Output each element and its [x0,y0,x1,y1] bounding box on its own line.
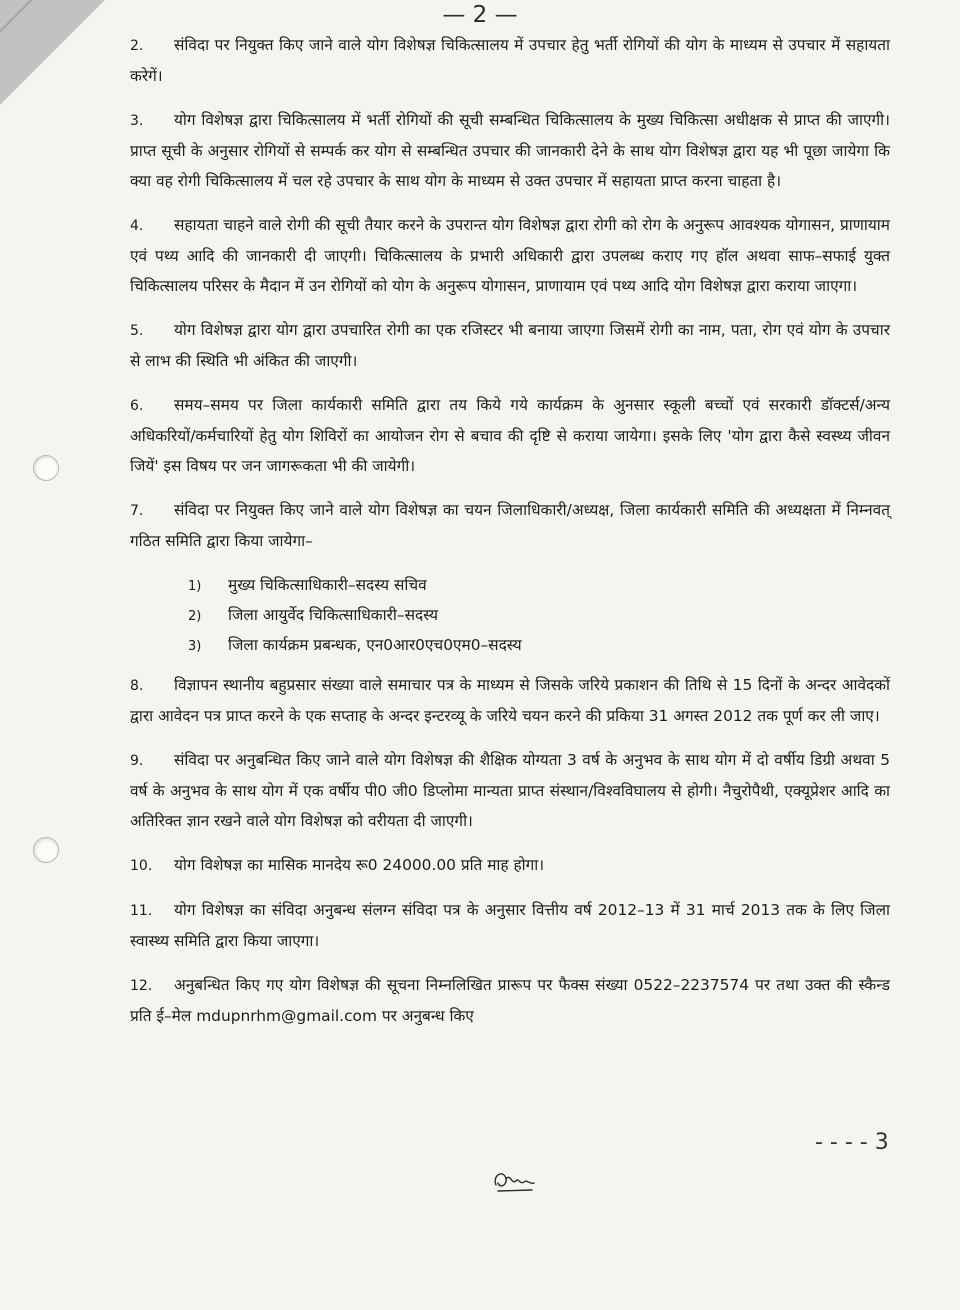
punch-hole [33,455,59,481]
paragraph [130,495,890,556]
continuation-marker: - - - - 3 [815,1130,889,1155]
paragraph-number: 10. [130,858,153,874]
paragraph [130,210,890,301]
paragraph-number: 4. [130,218,144,234]
document-body [130,30,890,1045]
list-number: 1) [188,579,202,594]
paragraph-text: विज्ञापन स्थानीय बहुप्रसार संख्या वाले समाचार पत्र के माध्यम से जिसके जरिये प्रकाशन की तिथि से 15 दिनों के अन्दर आवेदकों द्वारा आवेदन पत्र प्राप्त करने के एक सप्ताह के अन्दर इन्टरव्यू के जरिये चयन करने की प्रकिया 31 अगस्त 2012 तक पूर्ण कर ली जाए। [130,676,890,725]
paragraph-text: अनुबन्धित किए गए योग विशेषज्ञ की सूचना निम्नलिखित प्रारूप पर फैक्स संख्या 0522–2237574 पर तथा उक्त की स्कैन्ड प्रति ई–मेल mdupnrhm@gmail.com पर अनुबन्ध किए [130,976,890,1025]
paragraph [130,970,890,1031]
paragraph [130,30,890,91]
paragraph-number: 7. [130,503,144,519]
committee-member-text: जिला आयुर्वेद चिकित्साधिकारी–सदस्य [228,606,439,624]
paragraph-number: 8. [130,678,144,694]
committee-member-text: मुख्य चिकित्साधिकारी–सदस्य सचिव [228,576,427,594]
paragraph-number: 9. [130,753,144,769]
paragraph-text: योग विशेषज्ञ द्वारा योग द्वारा उपचारित रोगी का एक रजिस्टर भी बनाया जाएगा जिसमें रोगी का नाम, पता, रोग एवं योग के उपचार से लाभ की स्थिति भी अंकित की जाएगी। [130,321,890,370]
paragraph-number: 5. [130,323,144,339]
committee-list [130,570,890,660]
paragraph-number: 2. [130,38,144,54]
committee-member-text: जिला कार्यक्रम प्रबन्धक, एन0आर0एच0एम0–सदस्य [228,636,522,654]
paragraph-group [130,30,890,556]
paragraph [130,390,890,481]
list-number: 3) [188,639,202,654]
paragraph-text: सहायता चाहने वाले रोगी की सूची तैयार करने के उपरान्त योग विशेषज्ञ द्वारा रोगी को रोग के अनुरूप आवश्यक योगासन, प्राणायाम एवं पथ्य आदि की जानकारी दी जाएगी। चिकित्सालय के प्रभारी अधिकारी द्वारा उपलब्ध कराए गए हॉल अथवा साफ–सफाई युक्त चिकित्सालय परिसर के मैदान में उन रोगियों को योग के अनुरूप योगासन, प्राणायाम एवं पथ्य आदि योग विशेषज्ञ द्वारा कराया जाएगा। [130,216,890,295]
paragraph-number: 6. [130,398,144,414]
paragraph-text: योग विशेषज्ञ द्वारा चिकित्सालय में भर्ती रोगियों की सूची सम्बन्धित चिकित्सालय के मुख्य चिकित्सा अधीक्षक से प्राप्त की जाएगी। प्राप्त सूची के अनुसार रोगियों से सम्पर्क कर योग से सम्बन्धित उपचार की जानकारी देने के साथ योग विशेषज्ञ द्वारा यह भी पूछा जायेगा कि क्या वह रोगी चिकित्सालय में चल रहे उपचार के साथ योग के माध्यम से उक्त उपचार में सहायता प्राप्त करना चाहता है। [130,111,890,190]
committee-member [130,630,890,660]
paragraph-text: संविदा पर नियुक्त किए जाने वाले योग विशेषज्ञ का चयन जिलाधिकारी/अध्यक्ष, जिला कार्यकारी समिति की अध्यक्षता में निम्नवत् गठित समिति द्वारा किया जायेगा– [130,501,890,550]
paragraph [130,850,890,881]
initials-signature [490,1165,540,1195]
list-number: 2) [188,609,202,624]
paragraph [130,745,890,836]
punch-hole [33,837,59,863]
paragraph-text: संविदा पर नियुक्त किए जाने वाले योग विशेषज्ञ चिकित्सालय में उपचार हेतु भर्ती रोगियों की योग के माध्यम से उपचार में सहायता करेगें। [130,36,890,85]
paragraph-number: 11. [130,903,153,919]
paragraph-text: योग विशेषज्ञ का संविदा अनुबन्ध संलग्न संविदा पत्र के अनुसार वित्तीय वर्ष 2012–13 में 31 मार्च 2013 तक के लिए जिला स्वास्थ्य समिति द्वारा किया जाएगा। [130,901,890,950]
paragraph [130,315,890,376]
paragraph-number: 12. [130,978,153,994]
committee-member [130,600,890,630]
paragraph-text: संविदा पर अनुबन्धित किए जाने वाले योग विशेषज्ञ की शैक्षिक योग्यता 3 वर्ष के अनुभव के साथ योग में दो वर्षीय डिग्री अथवा 5 वर्ष के अनुभव के साथ योग में एक वर्षीय पी0 जी0 डिप्लोमा मान्यता प्राप्त संस्थान/विश्वविघालय से होगी। नैचुरोपैथी, एक्यूप्रेशर आदि का अतिरिक्त ज्ञान रखने वाले योग विशेषज्ञ को वरीयता दी जाएगी। [130,751,890,830]
paragraph-text: समय–समय पर जिला कार्यकारी समिति द्वारा तय किये गये कार्यक्रम के अुनसार स्कूली बच्चों एवं सरकारी डॉक्टर्स/अन्य अधिकरियों/कर्मचारियों हेतु योग शिविरों का आयोजन रोग से बचाव की दृष्टि से कराया जायेगा। इसके लिए 'योग द्वारा कैसे स्वस्थ्य जीवन जियें' इस विषय पर जन जागरूकता भी की जायेगी। [130,396,890,475]
paragraph [130,105,890,196]
page-number: — 2 — [442,2,518,28]
paragraph-number: 3. [130,113,144,129]
paragraph [130,895,890,956]
paragraph-text: योग विशेषज्ञ का मासिक मानदेय रू0 24000.00 प्रति माह होगा। [174,856,545,874]
paragraph [130,670,890,731]
committee-member [130,570,890,600]
paragraph-group [130,670,890,1031]
